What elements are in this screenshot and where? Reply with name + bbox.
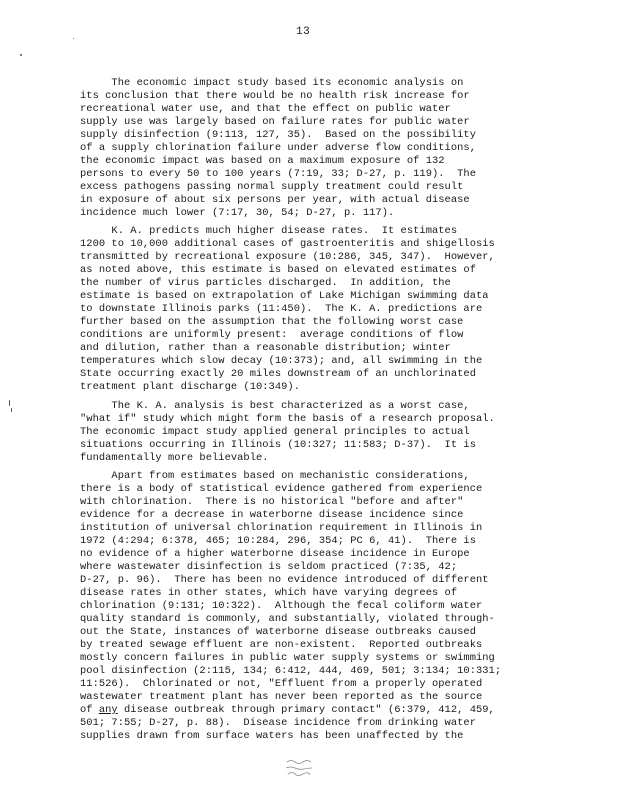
text-line: K. A. predicts much higher disease rates. It estimates (80, 225, 458, 237)
text-line-part: of (80, 704, 99, 716)
text-line: no evidence of a higher waterborne disease incidence in Europe (80, 548, 470, 560)
paragraph-ka-predictions (80, 225, 545, 394)
text-line: the number of virus particles discharged. In addition, the (80, 277, 451, 289)
scan-speck (11, 408, 12, 412)
text-line: conditions are uniformly present: average conditions of flow (80, 329, 464, 341)
text-line: supply use was largely based on failure rates for public water (80, 116, 470, 128)
text-line: and dilution, rather than a reasonable distribution; winter (80, 342, 451, 354)
text-line: transmitted by recreational exposure (10:286, 345, 347). However, (80, 251, 495, 263)
text-line: fundamentally more believable. (80, 452, 269, 464)
text-line: supply disinfection (9:113, 127, 35). Based on the possibility (80, 129, 476, 141)
text-line: temperatures which slow decay (10:373); and, all swimming in the (80, 355, 483, 367)
text-line: evidence for a decrease in waterborne disease incidence since (80, 509, 464, 521)
text-line-part: disease outbreak through primary contact" (6:379, 412, 459, (117, 704, 495, 716)
text-line: 1200 to 10,000 additional cases of gastroenteritis and shigellosis (80, 238, 495, 250)
paragraph-statistical-evidence (80, 470, 545, 743)
text-line: Apart from estimates based on mechanistic considerations, (80, 470, 470, 482)
text-line: quality standard is commonly, and substantially, violated through- (80, 613, 495, 625)
text-line: its conclusion that there would be no health risk increase for (80, 90, 470, 102)
text-line: The economic impact study applied general principles to actual (80, 426, 470, 438)
text-line: of a supply chlorination failure under adverse flow conditions, (80, 142, 476, 154)
text-line: where wastewater disinfection is seldom practiced (7:35, 42; (80, 561, 458, 573)
underlined-word: any (98, 704, 118, 716)
text-line: there is a body of statistical evidence gathered from experience (80, 483, 483, 495)
text-line: as noted above, this estimate is based on elevated estimates of (80, 264, 476, 276)
text-line: The economic impact study based its economic analysis on (80, 77, 464, 89)
faint-stamp-mark (283, 756, 315, 780)
page-number: 13 (296, 26, 311, 38)
text-line: pool disinfection (2:115, 134; 6:412, 444, 469, 501; 3:134; 10:331; (80, 665, 502, 677)
text-line: excess pathogens passing normal supply treatment could result (80, 181, 464, 193)
text-line: State occurring exactly 20 miles downstream of an unchlorinated (80, 368, 476, 380)
paragraph-economic-impact (80, 77, 545, 220)
text-line: out the State, instances of waterborne disease outbreaks caused (80, 626, 476, 638)
text-line (80, 704, 545, 717)
text-line: persons to every 50 to 100 years (7:19, 33; D-27, p. 119). The (80, 168, 476, 180)
text-line: supplies drawn from surface waters has been unaffected by the (80, 730, 464, 742)
text-line: 1972 (4:294; 6:378, 465; 10:284, 296, 354; PC 6, 41). There is (80, 535, 476, 547)
text-line: The K. A. analysis is best characterized as a worst case, (80, 400, 470, 412)
text-line: in exposure of about six persons per year, with actual disease (80, 194, 470, 206)
text-line: "what if" study which might form the basis of a research proposal. (80, 413, 495, 425)
text-line: chlorination (9:131; 10:322). Although the fecal coliform water (80, 600, 483, 612)
text-line: institution of universal chlorination requirement in Illinois in (80, 522, 483, 534)
scan-speck (9, 400, 10, 406)
text-line: 11:526). Chlorinated or not, "Effluent from a properly operated (80, 678, 483, 690)
text-line: situations occurring in Illinois (10:327; 11:583; D-37). It is (80, 439, 476, 451)
text-line: by treated sewage effluent are non-existent. Reported outbreaks (80, 639, 483, 651)
text-line: estimate is based on extrapolation of Lake Michigan swimming data (80, 290, 489, 302)
text-line: recreational water use, and that the effect on public water (80, 103, 451, 115)
text-line: further based on the assumption that the following worst case (80, 316, 464, 328)
text-line: incidence much lower (7:17, 30, 54; D-27, p. 117). (80, 207, 395, 219)
text-line: mostly concern failures in public water supply systems or swimming (80, 652, 495, 664)
paragraph-ka-analysis (80, 400, 545, 465)
text-line: D-27, p. 96). There has been no evidence introduced of different (80, 574, 489, 586)
text-line: to downstate Illinois parks (11:450). The K. A. predictions are (80, 303, 483, 315)
text-line: treatment plant discharge (10:349). (80, 381, 300, 393)
text-line: the economic impact was based on a maximum exposure of 132 (80, 155, 445, 167)
text-line: 501; 7:55; D-27, p. 88). Disease incidence from drinking water (80, 717, 476, 729)
text-line: disease rates in other states, which have varying degrees of (80, 587, 458, 599)
text-line: with chlorination. There is no historical "before and after" (80, 496, 464, 508)
text-line: wastewater treatment plant has never been reported as the source (80, 691, 483, 703)
scan-speck (73, 38, 74, 39)
scan-speck (20, 54, 22, 56)
